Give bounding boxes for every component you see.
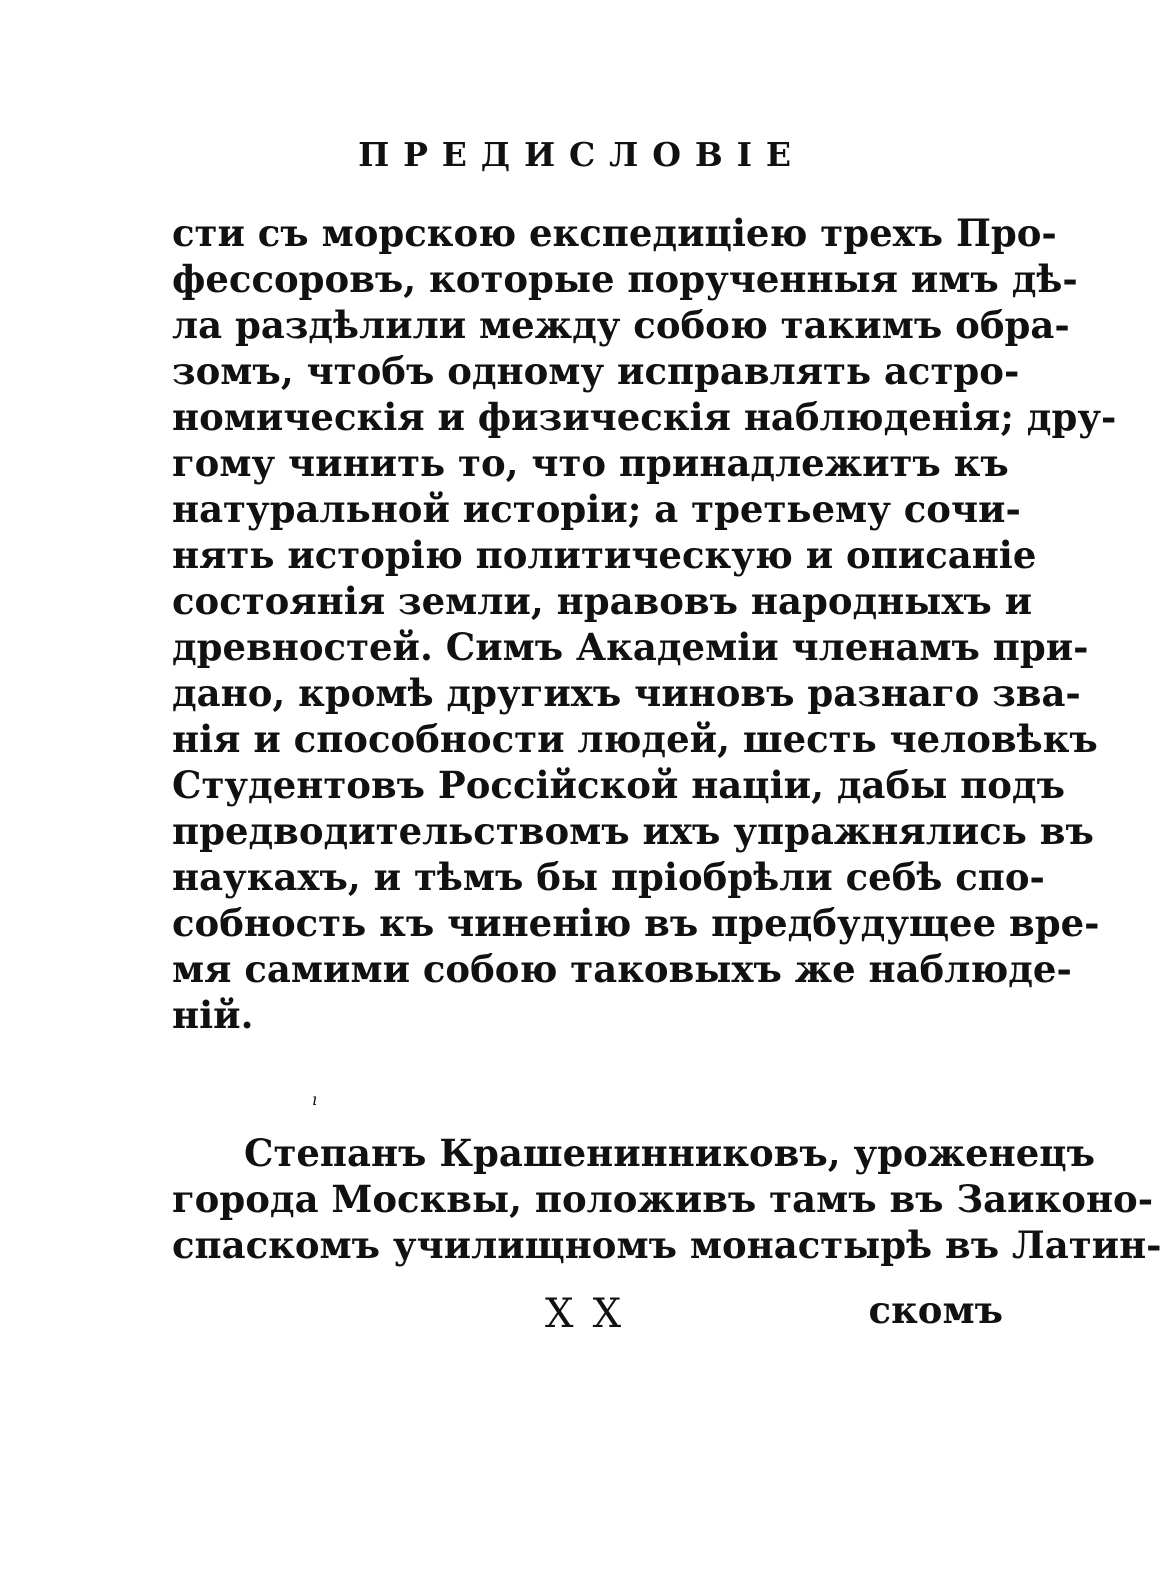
running-title: ПРЕДИСЛОВІЕ xyxy=(358,135,805,174)
text-line: ній. xyxy=(172,993,254,1037)
text-line: предводительствомъ ихъ упражнялись въ xyxy=(172,809,1094,853)
text-line: фессоровъ, которые порученныя имъ дѣ- xyxy=(172,257,1078,301)
text-line: Студентовъ Россійской націи, дабы подъ xyxy=(172,763,1065,807)
paragraph-krasheninnikov xyxy=(172,1130,1162,1268)
text-line: натуральной исторіи; а третьему сочи- xyxy=(172,487,1021,531)
text-line: сти съ морскою експедиціею трехъ Про- xyxy=(172,211,1057,255)
stray-print-mark: ı xyxy=(312,1090,318,1109)
text-line: города Москвы, положивъ тамъ въ Заиконо- xyxy=(172,1177,1154,1221)
text-line: древностей. Симъ Академіи членамъ при- xyxy=(172,625,1089,669)
text-line: собность къ чиненію въ предбудущее вре- xyxy=(172,901,1100,945)
text-line: номическія и физическія наблюденія; дру- xyxy=(172,395,1117,439)
text-line: наукахъ, и тѣмъ бы пріобрѣли себѣ спо- xyxy=(172,855,1045,899)
paragraph-preface-continuation xyxy=(172,210,1117,1038)
text-line: состоянія земли, нравовъ народныхъ и xyxy=(172,579,1033,623)
text-line: Степанъ Крашенинниковъ, уроженецъ xyxy=(244,1131,1095,1175)
text-line: гому чинить то, что принадлежитъ къ xyxy=(172,441,1009,485)
signature-mark: X X xyxy=(545,1291,625,1337)
text-line: спаскомъ училищномъ монастырѣ въ Латин- xyxy=(172,1223,1162,1267)
catchword: скомъ xyxy=(868,1288,1003,1332)
text-line: мя самими собою таковыхъ же наблюде- xyxy=(172,947,1072,991)
text-line: нять исторію политическую и описаніе xyxy=(172,533,1037,577)
text-line: ла раздѣлили между собою такимъ обра- xyxy=(172,303,1070,347)
text-line: зомъ, чтобъ одному исправлять астро- xyxy=(172,349,1020,393)
text-line: нія и способности людей, шесть человѣкъ xyxy=(172,717,1098,761)
text-line: дано, кромѣ другихъ чиновъ разнаго зва- xyxy=(172,671,1081,715)
